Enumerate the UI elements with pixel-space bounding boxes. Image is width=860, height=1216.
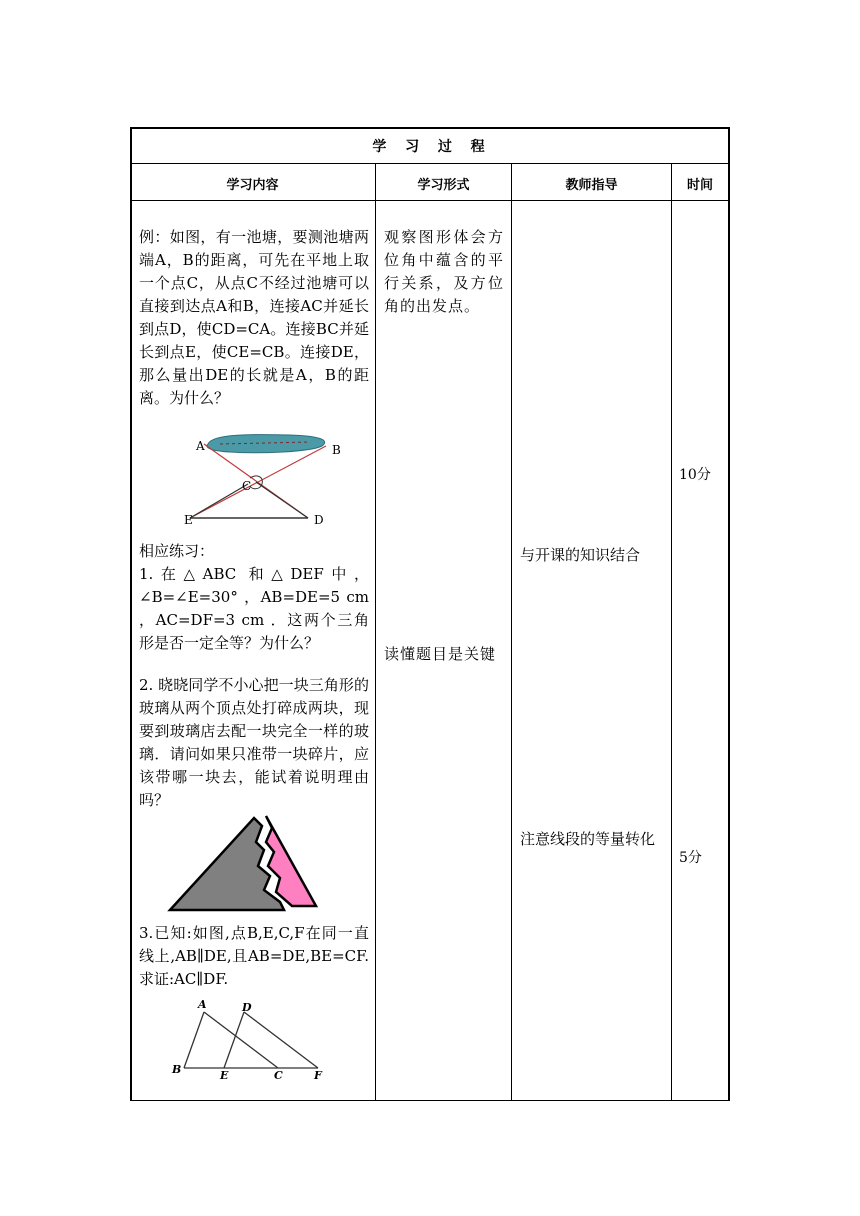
- shard-gray: [170, 818, 284, 910]
- fig3-label-F: F: [314, 1069, 322, 1082]
- pond-shape: [207, 435, 325, 453]
- guide-note-1: 与开课的知识结合: [520, 546, 641, 564]
- table-border-right: [728, 127, 730, 1101]
- header-content: 学习内容: [226, 178, 279, 193]
- guide-note-2: 注意线段的等量转化: [520, 830, 656, 848]
- fig3-label-C: C: [274, 1069, 283, 1082]
- segment-CE: [190, 484, 248, 518]
- question-2: 2. 晓晓同学不小心把一块三角形的玻璃从两个顶点处打碎成两块，现要到玻璃店去配一块完全一样的玻璃．请问如果只准带一块碎片，应该带哪一块去，能试着说明理由吗？: [139, 676, 369, 809]
- time-2: 5分: [679, 850, 702, 866]
- table-border-bottom: [130, 1100, 730, 1101]
- practice-title: 相应练习：: [139, 542, 215, 560]
- fig1-label-E: E: [184, 513, 193, 527]
- table-rule-header: [130, 200, 730, 201]
- segment-DF: [244, 1012, 318, 1068]
- table-title: 学 习 过 程: [372, 139, 488, 155]
- pond-figure: [184, 430, 341, 530]
- fig1-label-D: D: [314, 513, 324, 527]
- table-rule-title: [130, 163, 730, 164]
- shard-pink: [266, 816, 316, 906]
- header-time: 时间: [686, 178, 713, 193]
- fig3-label-A: A: [198, 998, 207, 1011]
- fig1-label-B: B: [332, 443, 341, 457]
- parallel-triangles-figure: [168, 998, 338, 1082]
- time-1: 10分: [679, 467, 711, 483]
- fig3-label-B: B: [172, 1063, 182, 1076]
- col-divider-2: [511, 164, 512, 1101]
- fig1-label-A: A: [196, 439, 205, 453]
- example-text: 例：如图，有一池塘，要测池塘两端A，B的距离，可先在平地上取一个点C，从点C不经过池塘可以直接到达点A和B，连接AC并延长到点D，使CD=CA。连接BC并延长到点E，使CE=CB。连接DE，那么量出DE的长就是A，B的距离。为什么？: [139, 228, 369, 407]
- table-border-left: [130, 127, 132, 1101]
- table-border-top: [130, 127, 730, 129]
- col-divider-1: [375, 164, 376, 1101]
- glass-shards-figure: [166, 812, 326, 914]
- header-guide: 教师指导: [565, 178, 618, 193]
- col-divider-3: [671, 164, 672, 1101]
- question-1: 1.在△ABC 和△DEF中，∠B=∠E=30° ，AB=DE=5 cm ，AC=DF=3 cm ．这两个三角形是否一定全等？为什么？: [139, 565, 369, 652]
- form-note-1: 观察图形体会方位角中蕴含的平行关系，及方位角的出发点。: [384, 228, 504, 315]
- segment-CD: [256, 482, 308, 518]
- fig1-label-C: C: [242, 479, 252, 493]
- fig3-label-D: D: [242, 1001, 252, 1014]
- fig3-label-E: E: [220, 1069, 229, 1082]
- form-note-2: 读懂题目是关键: [384, 645, 497, 663]
- question-3: 3.已知:如图,点B,E,C,F在同一直线上,AB∥DE,且AB=DE,BE=CF.求证:AC∥DF.: [139, 924, 369, 988]
- segment-BE: [190, 446, 326, 518]
- header-form: 学习形式: [417, 178, 470, 193]
- segment-AB: [184, 1012, 204, 1068]
